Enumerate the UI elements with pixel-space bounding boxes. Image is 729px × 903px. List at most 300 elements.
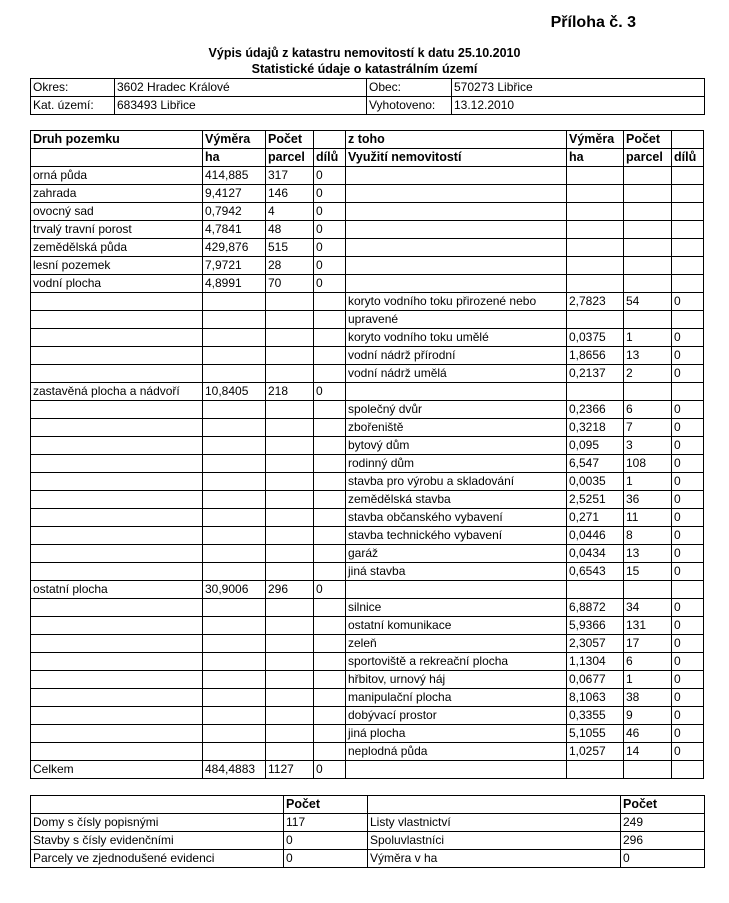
cell-dilu2 [672,275,704,293]
cell-parcel [266,293,314,311]
cell-druh [31,473,203,491]
cell-vyuziti: koryto vodního toku umělé [346,329,567,347]
cell-parcel: 4 [266,203,314,221]
table-row [31,761,704,779]
cell-dilu2: 0 [672,437,704,455]
cell-parcel2: 8 [624,527,672,545]
table-row [31,239,704,257]
okres-value: 3602 Hradec Králové [115,79,367,97]
cell-druh: zahrada [31,185,203,203]
cell-dilu2: 0 [672,599,704,617]
cell-ha2: 0,6543 [567,563,624,581]
cell-parcel [266,617,314,635]
summary-value2: 0 [621,850,705,868]
cell-ha: 484,4883 [203,761,266,779]
cell-vyuziti: bytový dům [346,437,567,455]
cell-parcel [266,545,314,563]
cell-ha [203,743,266,761]
cell-druh: zastavěná plocha a nádvoří [31,383,203,401]
cell-ha [203,689,266,707]
table-row [31,365,704,383]
cell-ha2 [567,383,624,401]
cell-parcel2: 36 [624,491,672,509]
table-row [31,257,704,275]
cell-vyuziti [346,239,567,257]
table-row [31,293,704,311]
cell-vyuziti: dobývací prostor [346,707,567,725]
header-ztoho: z toho [346,131,567,149]
cell-vyuziti: společný dvůr [346,401,567,419]
cell-dilu2: 0 [672,617,704,635]
subheader-dilu: dílů [314,149,346,167]
cell-dilu2: 0 [672,491,704,509]
cell-parcel [266,311,314,329]
cell-parcel2: 131 [624,617,672,635]
cell-dilu: 0 [314,221,346,239]
cell-vyuziti: zemědělská stavba [346,491,567,509]
cell-ha2: 6,547 [567,455,624,473]
table-row [31,689,704,707]
table-row [31,527,704,545]
cell-dilu: 0 [314,239,346,257]
cell-parcel2 [624,203,672,221]
subheader-ha: ha [203,149,266,167]
table-row [31,275,704,293]
cell-dilu2: 0 [672,509,704,527]
cell-dilu2 [672,311,704,329]
cell-dilu2 [672,221,704,239]
cell-ha2: 0,0446 [567,527,624,545]
header-empty2 [672,131,704,149]
cell-ha2: 1,8656 [567,347,624,365]
cell-vyuziti: neplodná půda [346,743,567,761]
cell-dilu [314,365,346,383]
cell-ha2 [567,203,624,221]
cell-parcel: 218 [266,383,314,401]
table-row [31,617,704,635]
cell-vyuziti [346,761,567,779]
cell-druh [31,347,203,365]
cell-dilu2: 0 [672,671,704,689]
cell-parcel2 [624,257,672,275]
cell-ha2: 0,0375 [567,329,624,347]
cell-vyuziti: hřbitov, urnový háj [346,671,567,689]
cell-parcel [266,473,314,491]
cell-dilu [314,527,346,545]
cell-ha2: 0,095 [567,437,624,455]
cell-parcel2: 13 [624,347,672,365]
summary-label: Stavby s čísly evidenčními [31,832,284,850]
cell-vyuziti: upravené [346,311,567,329]
summary-header-empty2 [368,796,621,814]
cell-dilu2: 0 [672,473,704,491]
cell-ha2 [567,581,624,599]
cell-druh [31,545,203,563]
cell-parcel [266,725,314,743]
cell-parcel2: 14 [624,743,672,761]
cell-parcel2 [624,311,672,329]
summary-label2: Výměra v ha [368,850,621,868]
cell-parcel2: 6 [624,653,672,671]
cell-ha2 [567,311,624,329]
cell-druh: ostatní plocha [31,581,203,599]
summary-header-empty [31,796,284,814]
cell-druh [31,419,203,437]
cell-druh: ovocný sad [31,203,203,221]
header-pocet: Počet [266,131,314,149]
cell-parcel2 [624,221,672,239]
summary-label: Parcely ve zjednodušené evidenci [31,850,284,868]
subheader-empty [31,149,203,167]
cell-ha: 4,7841 [203,221,266,239]
cell-ha: 30,9006 [203,581,266,599]
cell-parcel [266,419,314,437]
cell-vyuziti: vodní nádrž umělá [346,365,567,383]
cell-dilu2: 0 [672,707,704,725]
cell-vyuziti: sportoviště a rekreační plocha [346,653,567,671]
cell-ha2: 8,1063 [567,689,624,707]
cell-ha [203,311,266,329]
cell-ha [203,635,266,653]
header-empty [314,131,346,149]
cell-ha2: 0,0035 [567,473,624,491]
cell-vyuziti [346,185,567,203]
cell-dilu2: 0 [672,743,704,761]
cell-parcel: 70 [266,275,314,293]
cell-dilu [314,671,346,689]
cell-parcel [266,653,314,671]
cell-dilu [314,635,346,653]
cell-dilu2 [672,761,704,779]
table-row [31,635,704,653]
cell-vyuziti: zeleň [346,635,567,653]
cell-ha [203,545,266,563]
header-vymera2: Výměra [567,131,624,149]
cell-ha2: 0,2366 [567,401,624,419]
cell-vyuziti: jiná plocha [346,725,567,743]
cell-druh [31,329,203,347]
cell-parcel [266,635,314,653]
cell-parcel2 [624,167,672,185]
cell-dilu2: 0 [672,455,704,473]
summary-label2: Spoluvlastníci [368,832,621,850]
cell-parcel2: 1 [624,329,672,347]
cell-dilu2: 0 [672,545,704,563]
cell-dilu [314,653,346,671]
cell-ha2: 0,2137 [567,365,624,383]
cell-parcel: 48 [266,221,314,239]
cell-parcel2 [624,581,672,599]
cell-druh [31,725,203,743]
subheader-vyuziti: Využití nemovitostí [346,149,567,167]
cell-druh [31,653,203,671]
cell-dilu: 0 [314,203,346,221]
cell-parcel2: 38 [624,689,672,707]
cell-parcel: 515 [266,239,314,257]
cell-dilu [314,311,346,329]
cell-ha2: 2,5251 [567,491,624,509]
cell-vyuziti: ostatní komunikace [346,617,567,635]
cell-druh [31,671,203,689]
cell-vyuziti [346,221,567,239]
cell-dilu2: 0 [672,653,704,671]
cell-druh: lesní pozemek [31,257,203,275]
cell-parcel2 [624,275,672,293]
cell-parcel2: 13 [624,545,672,563]
cell-parcel2: 46 [624,725,672,743]
table-row [31,347,704,365]
cell-parcel2: 7 [624,419,672,437]
table-row [31,419,704,437]
subheader-row [31,149,704,167]
cell-ha [203,491,266,509]
subheader-dilu2: dílů [672,149,704,167]
cell-ha: 4,8991 [203,275,266,293]
cell-vyuziti: stavba občanského vybavení [346,509,567,527]
cell-vyuziti [346,257,567,275]
cell-druh [31,743,203,761]
cell-dilu [314,473,346,491]
summary-label2: Listy vlastnictví [368,814,621,832]
summary-value: 117 [284,814,368,832]
cell-parcel2: 9 [624,707,672,725]
table-row [31,743,704,761]
cell-ha2: 0,0434 [567,545,624,563]
cell-parcel [266,743,314,761]
cell-parcel [266,437,314,455]
cell-dilu2: 0 [672,635,704,653]
info-row [31,97,705,115]
cell-ha [203,473,266,491]
cell-vyuziti [346,581,567,599]
table-row [31,581,704,599]
table-row [31,383,704,401]
cell-dilu2 [672,167,704,185]
cell-ha [203,617,266,635]
cell-parcel2: 34 [624,599,672,617]
summary-label: Domy s čísly popisnými [31,814,284,832]
cell-parcel [266,491,314,509]
cell-ha: 10,8405 [203,383,266,401]
table-row [31,545,704,563]
table-row [31,671,704,689]
table-row [31,473,704,491]
cell-vyuziti: rodinný dům [346,455,567,473]
cell-vyuziti: vodní nádrž přírodní [346,347,567,365]
cell-vyuziti: stavba technického vybavení [346,527,567,545]
cell-vyuziti [346,203,567,221]
summary-row [31,814,705,832]
cell-ha2 [567,167,624,185]
cell-parcel: 317 [266,167,314,185]
cell-parcel2: 17 [624,635,672,653]
cell-vyuziti [346,167,567,185]
cell-ha2: 1,1304 [567,653,624,671]
cell-parcel [266,527,314,545]
cell-parcel: 1127 [266,761,314,779]
cell-dilu: 0 [314,761,346,779]
cell-parcel [266,599,314,617]
cell-ha2: 1,0257 [567,743,624,761]
cell-dilu2: 0 [672,401,704,419]
cell-dilu [314,491,346,509]
cell-dilu2: 0 [672,293,704,311]
table-row [31,725,704,743]
cell-druh: orná půda [31,167,203,185]
cell-dilu2: 0 [672,347,704,365]
table-row [31,491,704,509]
cell-vyuziti: koryto vodního toku přirozené nebo [346,293,567,311]
summary-header-pocet2: Počet [621,796,705,814]
cell-parcel2: 108 [624,455,672,473]
cell-parcel: 28 [266,257,314,275]
cell-ha2 [567,221,624,239]
subheader-parcel2: parcel [624,149,672,167]
obec-value: 570273 Libřice [452,79,705,97]
cell-ha [203,509,266,527]
cell-parcel [266,563,314,581]
table-row [31,653,704,671]
cell-ha [203,671,266,689]
cell-dilu [314,617,346,635]
cell-ha [203,527,266,545]
cell-dilu2: 0 [672,365,704,383]
cell-vyuziti: stavba pro výrobu a skladování [346,473,567,491]
cell-parcel2: 1 [624,473,672,491]
cell-vyuziti [346,383,567,401]
cell-ha: 414,885 [203,167,266,185]
cell-dilu2: 0 [672,725,704,743]
cell-ha2 [567,239,624,257]
cell-dilu: 0 [314,167,346,185]
header-vymera: Výměra [203,131,266,149]
cell-parcel [266,365,314,383]
summary-table [30,795,705,868]
subheader-parcel: parcel [266,149,314,167]
document-subtitle: Statistické údaje o katastrálním území [251,62,478,76]
cell-ha [203,725,266,743]
header-druh: Druh pozemku [31,131,203,149]
cell-dilu [314,437,346,455]
table-row [31,185,704,203]
cell-ha [203,293,266,311]
cell-parcel [266,707,314,725]
table-row [31,221,704,239]
table-row [31,203,704,221]
cell-druh: trvalý travní porost [31,221,203,239]
cell-ha [203,563,266,581]
kat-label: Kat. území: [31,97,115,115]
cell-dilu [314,545,346,563]
cell-druh [31,617,203,635]
cell-parcel2: 2 [624,365,672,383]
cell-ha [203,437,266,455]
cell-dilu [314,725,346,743]
cell-ha: 429,876 [203,239,266,257]
cell-druh [31,293,203,311]
cell-dilu: 0 [314,185,346,203]
info-row [31,79,705,97]
cell-druh [31,455,203,473]
cell-druh [31,707,203,725]
cell-ha [203,599,266,617]
cell-druh [31,437,203,455]
cell-druh [31,401,203,419]
summary-header-row [31,796,705,814]
cell-dilu2: 0 [672,527,704,545]
cell-ha [203,329,266,347]
vyhotoveno-value: 13.12.2010 [452,97,705,115]
cell-parcel [266,347,314,365]
cell-parcel2: 3 [624,437,672,455]
subheader-ha2: ha [567,149,624,167]
document-title: Výpis údajů z katastru nemovitostí k datu 25.10.2010 [208,46,521,60]
table-row [31,437,704,455]
okres-label: Okres: [31,79,115,97]
cell-ha [203,365,266,383]
cell-parcel [266,455,314,473]
vyhotoveno-label: Vyhotoveno: [367,97,452,115]
cell-druh [31,563,203,581]
cell-ha2 [567,275,624,293]
cell-ha2: 2,7823 [567,293,624,311]
table-row [31,509,704,527]
cell-ha2: 5,9366 [567,617,624,635]
cell-dilu [314,599,346,617]
cell-dilu: 0 [314,275,346,293]
cell-ha2: 5,1055 [567,725,624,743]
cell-ha2 [567,761,624,779]
kat-value: 683493 Libřice [115,97,367,115]
land-statistics-table [30,130,704,779]
header-pocet2: Počet [624,131,672,149]
cell-druh [31,599,203,617]
table-row [31,329,704,347]
table-row [31,455,704,473]
cell-ha2 [567,185,624,203]
cell-druh: zemědělská půda [31,239,203,257]
cell-ha2: 2,3057 [567,635,624,653]
cell-parcel2 [624,185,672,203]
table-row [31,167,704,185]
cell-druh [31,509,203,527]
summary-value2: 249 [621,814,705,832]
cell-dilu [314,743,346,761]
cell-parcel2: 54 [624,293,672,311]
cell-parcel [266,329,314,347]
cell-druh [31,311,203,329]
cell-dilu [314,347,346,365]
cell-dilu [314,455,346,473]
cell-ha2 [567,257,624,275]
cell-parcel2 [624,761,672,779]
cell-dilu [314,419,346,437]
cell-dilu [314,329,346,347]
cell-parcel2: 1 [624,671,672,689]
summary-value: 0 [284,850,368,868]
cell-parcel [266,671,314,689]
cell-dilu2 [672,581,704,599]
cell-dilu: 0 [314,383,346,401]
cell-dilu2: 0 [672,419,704,437]
cell-parcel [266,401,314,419]
cell-vyuziti: manipulační plocha [346,689,567,707]
cell-ha [203,347,266,365]
table-row [31,311,704,329]
cell-dilu [314,689,346,707]
summary-value: 0 [284,832,368,850]
cell-dilu2: 0 [672,689,704,707]
